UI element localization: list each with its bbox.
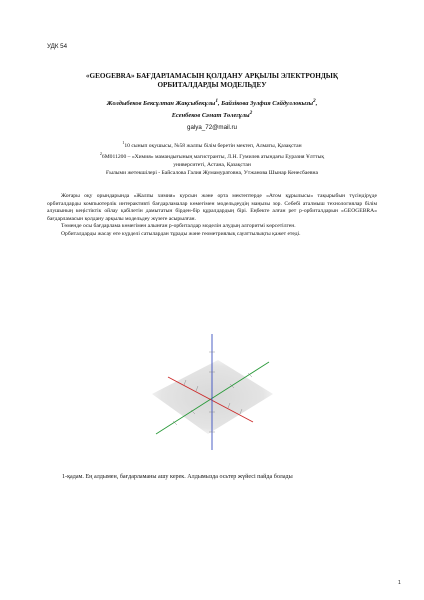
- affiliation-2-sup: 2: [99, 151, 102, 157]
- author-1: Жолдыбеков Бексұлтан Жақсыбекұлы: [106, 100, 216, 108]
- author-1-sup: 1: [215, 98, 218, 104]
- affiliation-2-cont: университеті, Астана, Қазақстан: [173, 161, 251, 168]
- affiliation-1-text: 10 сынып оқушысы, №58 жалпы білім беретін мектеп, Алматы, Қазақстан: [124, 142, 302, 149]
- author-list: [50, 97, 374, 120]
- affiliation-1: [50, 139, 374, 150]
- title-line-2: ОРБИТАЛДАРДЫ МОДЕЛЬДЕУ: [157, 81, 267, 89]
- affiliation-2-text: 6М011200 – «Химия» мамандығының магистранты, Л.Н. Гумилев атындағы Еуразия Ұлттық: [101, 154, 325, 161]
- author-3: Есенбеков Сәмат Төлегұлы: [171, 111, 250, 119]
- author-3-sup: 2: [249, 109, 253, 116]
- affiliations: [50, 139, 374, 177]
- author-sep: ,: [315, 100, 318, 108]
- author-line-2: [50, 109, 374, 121]
- affiliation-1-sup: 1: [122, 140, 125, 145]
- affiliation-2: [50, 150, 374, 161]
- title-line-1: «GEOGEBRA» БАҒДАРЛАМАСЫН ҚОЛДАНУ АРҚЫЛЫ ЭЛЕКТРОНДЫҚ: [85, 72, 339, 80]
- author-line-1: [50, 97, 374, 109]
- paragraph-2: Төменде осы бағдарлама көмегімен алынған р-орбиталдар моделін алудың алгоритмі көрсетілген.: [61, 223, 296, 230]
- paragraph-3: Орбиталдарды жасау өте күрделі сатылардан тұрады және геометриялық сауаттылықты қажет етеді.: [61, 230, 301, 237]
- author-2-sup: 2: [313, 98, 316, 104]
- contact-email: galya_72@mail.ru: [187, 124, 237, 131]
- page-number: 1: [398, 580, 401, 586]
- udk-code: УДК 54: [47, 43, 68, 50]
- paper-title: [50, 72, 374, 90]
- body-text: [47, 193, 377, 239]
- paragraph-1: Жоғары оқу орындарында «Жалпы химия» курсын және орта мектептерде «Атом құрылысы» тақырыбын түсіндірүде орбиталдарды компьютерлік интерактивті бағдарламалар көмегімен модельдеудің маңызы зор. Себебі аталмыш технологиялар білім алушының кеңістіктік ойлау қабілетін дамытатын бірден-бір құралдардың бірі. Еңбекте алған рет р-орбиталдарын «GEOGEBRA» бағдарламасын қолдану арқылы модельдеу жүзеге асырылған.: [47, 193, 377, 222]
- author-2: , Байзікова Зулфия Сәйдуллокызы: [217, 100, 314, 108]
- figure-caption: 1-қадам. Ең алдымен, бағдарламаны ашу керек. Алдымызда осьтер жүйесі пайда болады: [62, 474, 293, 480]
- supervisors: Ғылыми жетекшілері - Байсалова Галия Жумамуратовна, Утжанова Шынар Кенесбаевна: [106, 169, 318, 176]
- geogebra-axes-figure: [150, 322, 275, 458]
